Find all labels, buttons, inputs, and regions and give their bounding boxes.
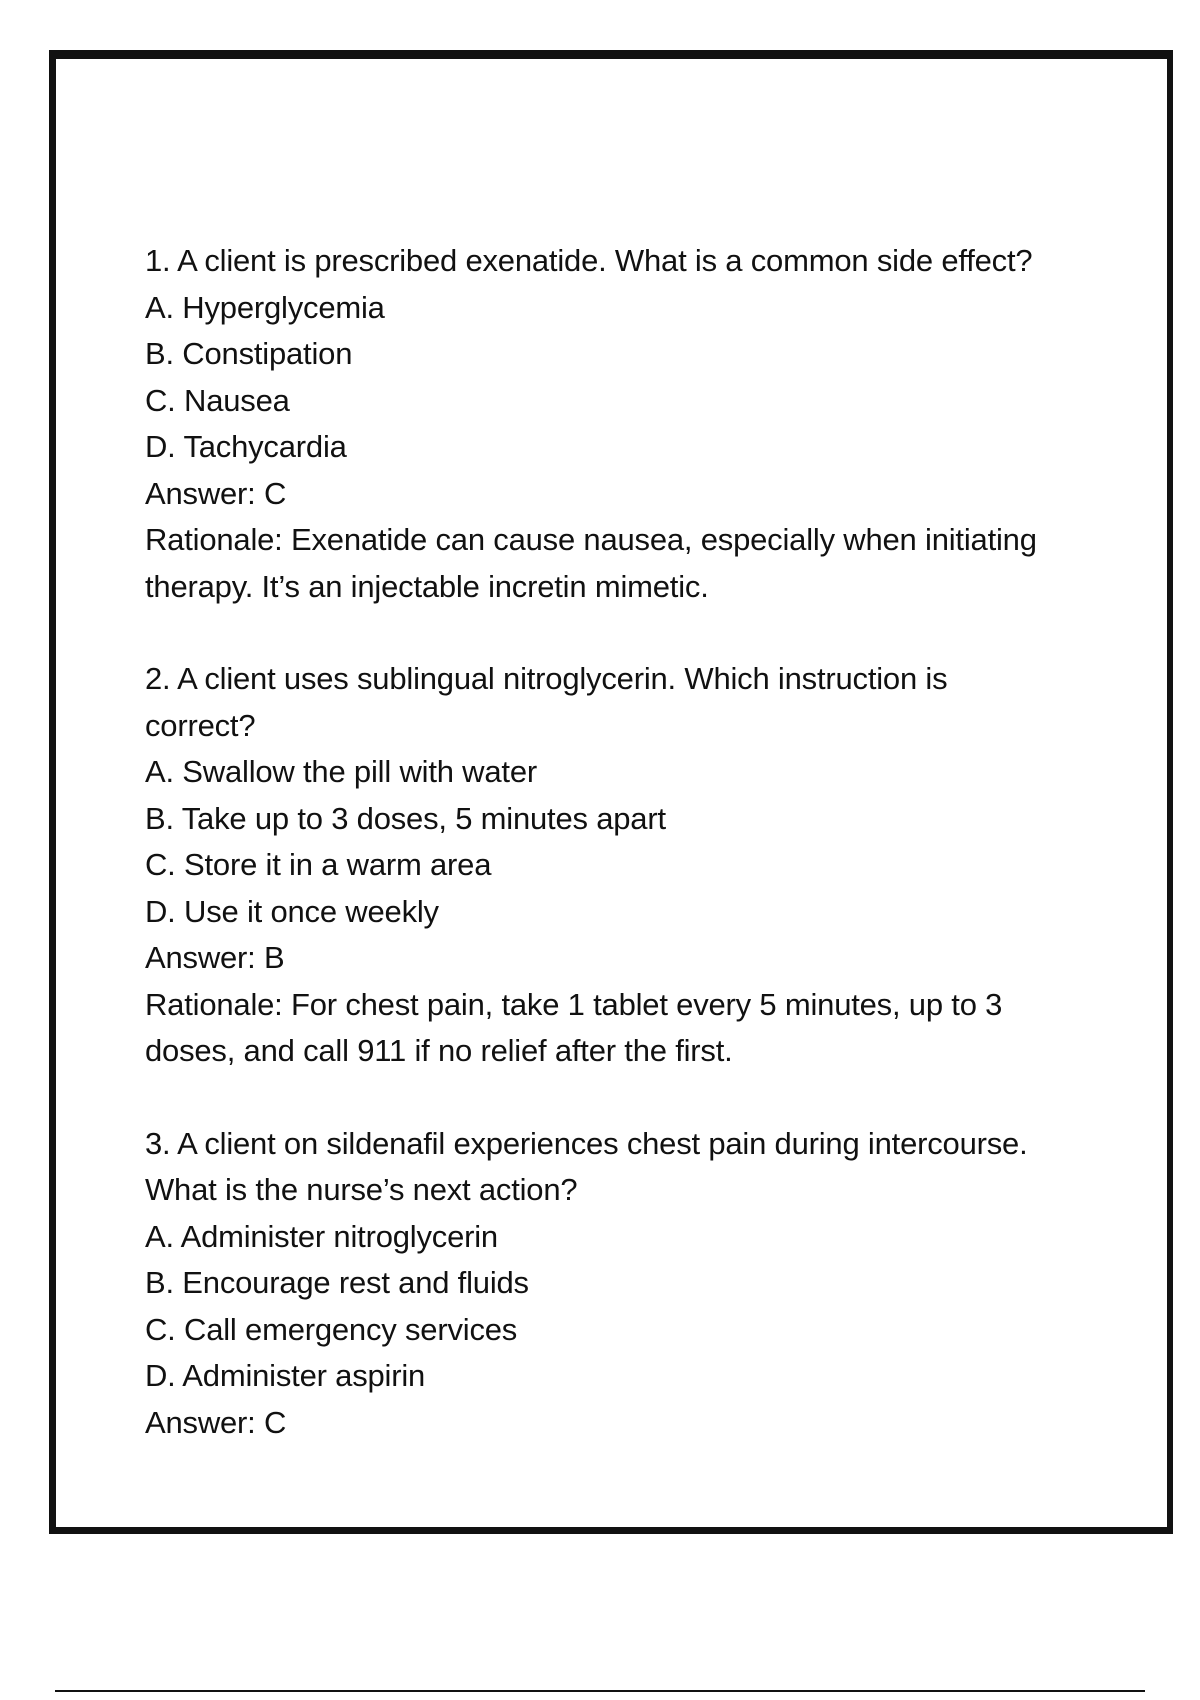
question-1-answer: Answer: C xyxy=(145,475,287,511)
question-2-stem-line-2: correct? xyxy=(145,707,256,743)
question-3-stem-line-1: 3. A client on sildenafil experiences chest pain during intercourse. xyxy=(145,1125,1028,1161)
question-2-rationale-line-1: Rationale: For chest pain, take 1 tablet every 5 minutes, up to 3 xyxy=(145,986,1003,1022)
spacer xyxy=(145,610,1105,656)
question-2-option-d: D. Use it once weekly xyxy=(145,893,439,929)
question-1-option-b: B. Constipation xyxy=(145,336,353,371)
question-3 xyxy=(145,1121,1105,1447)
question-2-answer: Answer: B xyxy=(145,940,285,975)
spacer xyxy=(145,1075,1105,1121)
question-1-option-c: C. Nausea xyxy=(145,382,290,418)
question-3-option-b: B. Encourage rest and fluids xyxy=(145,1265,529,1300)
question-1-stem: 1. A client is prescribed exenatide. What is a common side effect? xyxy=(145,243,1033,278)
question-1-rationale-line-1: Rationale: Exenatide can cause nausea, especially when initiating xyxy=(145,522,1037,557)
question-3-answer: Answer: C xyxy=(145,1404,287,1440)
question-2-stem-line-1: 2. A client uses sublingual nitroglycerin. Which instruction is xyxy=(145,661,948,696)
question-3-option-a: A. Administer nitroglycerin xyxy=(145,1218,498,1254)
question-1-option-a: A. Hyperglycemia xyxy=(145,289,385,325)
question-2-option-b: B. Take up to 3 doses, 5 minutes apart xyxy=(145,800,666,836)
question-2-rationale-line-2: doses, and call 911 if no relief after the first. xyxy=(145,1033,733,1068)
bottom-rule xyxy=(55,1690,1145,1692)
question-3-stem-line-2: What is the nurse’s next action? xyxy=(145,1172,578,1207)
question-2-option-a: A. Swallow the pill with water xyxy=(145,754,537,789)
question-3-option-c: C. Call emergency services xyxy=(145,1311,518,1347)
question-1-rationale-line-2: therapy. It’s an injectable incretin mimetic. xyxy=(145,568,709,604)
question-2-option-c: C. Store it in a warm area xyxy=(145,847,492,882)
question-3-option-d: D. Administer aspirin xyxy=(145,1358,426,1393)
question-1-option-d: D. Tachycardia xyxy=(145,429,347,464)
question-list xyxy=(145,238,1105,1446)
question-1 xyxy=(145,238,1105,610)
question-2 xyxy=(145,656,1105,1075)
